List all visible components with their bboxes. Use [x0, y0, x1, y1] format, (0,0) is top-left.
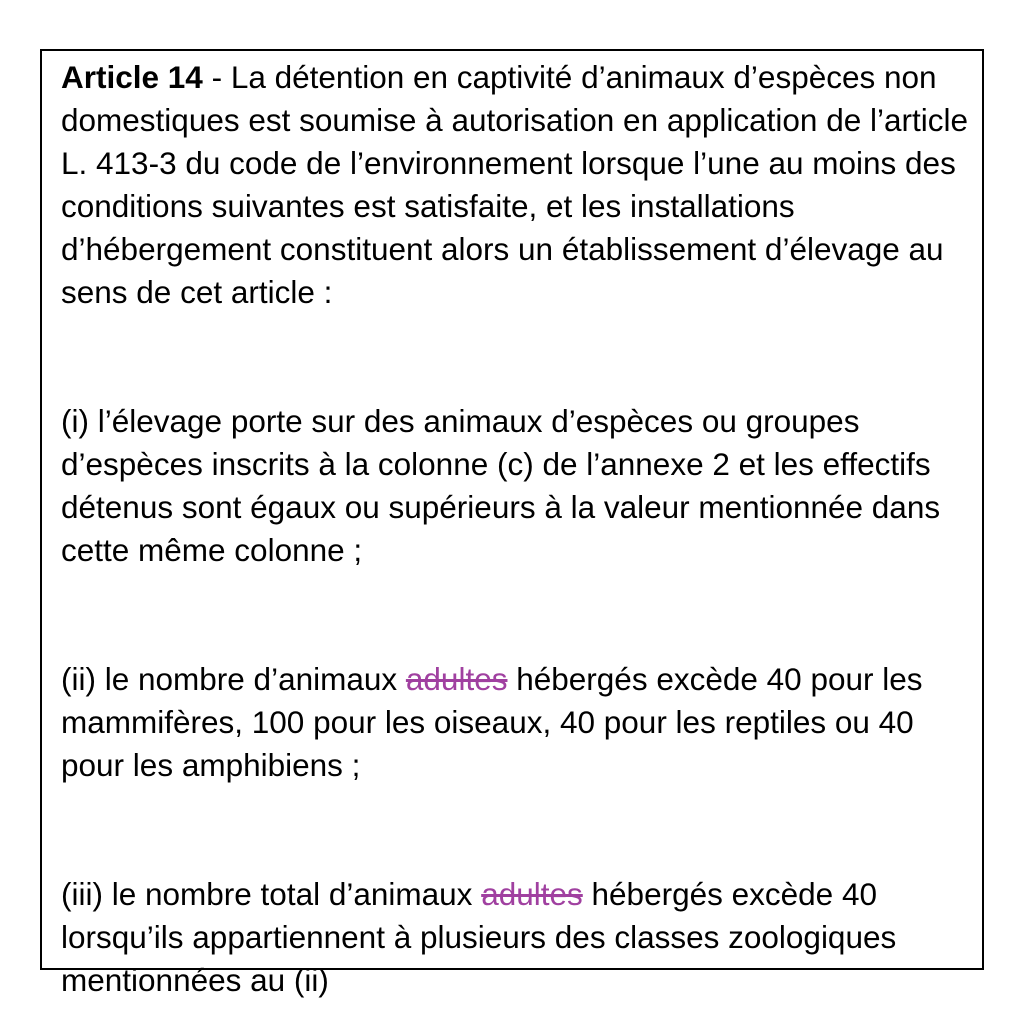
- paragraph-spacer: [61, 787, 974, 873]
- article-intro-text: La détention en captivité d’animaux d’espèces non domestiques est soumise à autorisation en application de l’article L. 413-3 du code de l’environnement lorsque l’une au moins des conditions suivantes est satisfaite, et les installations d’hébergement constituent alors un établissement d’élevage au sens de cet article :: [61, 59, 969, 310]
- condition-ii: [61, 658, 974, 787]
- condition-ii-text-before: (ii) le nombre d’animaux: [61, 661, 406, 697]
- deleted-word-adultes: adultes: [405, 661, 508, 697]
- paragraph-spacer: [61, 314, 974, 400]
- condition-i-text: (i) l’élevage porte sur des animaux d’espèces ou groupes d’espèces inscrits à la colonne (c) de l’annexe 2 et les effectifs détenus sont égaux ou supérieurs à la valeur mentionnée dans cette même colonne ;: [61, 403, 941, 568]
- condition-iii-text-after: hébergés excède 40 lorsqu’ils appartiennent à plusieurs des classes zoologiques mentionnées au (ii): [61, 876, 897, 998]
- article-intro-paragraph: [61, 56, 974, 314]
- condition-ii-text-after: hébergés excède 40 pour les mammifères, 100 pour les oiseaux, 40 pour les reptiles ou 40 pour les amphibiens ;: [61, 661, 923, 783]
- paragraph-spacer: [61, 572, 974, 658]
- condition-i: [61, 400, 974, 572]
- article-content: [61, 56, 974, 1002]
- condition-iii-text-before: (iii) le nombre total d’animaux: [61, 876, 482, 912]
- article-box: [40, 49, 984, 998]
- article-heading: Article 14: [61, 59, 203, 95]
- deleted-word-adultes: adultes: [481, 876, 583, 912]
- heading-separator: -: [202, 59, 231, 95]
- condition-iii: [61, 873, 974, 1002]
